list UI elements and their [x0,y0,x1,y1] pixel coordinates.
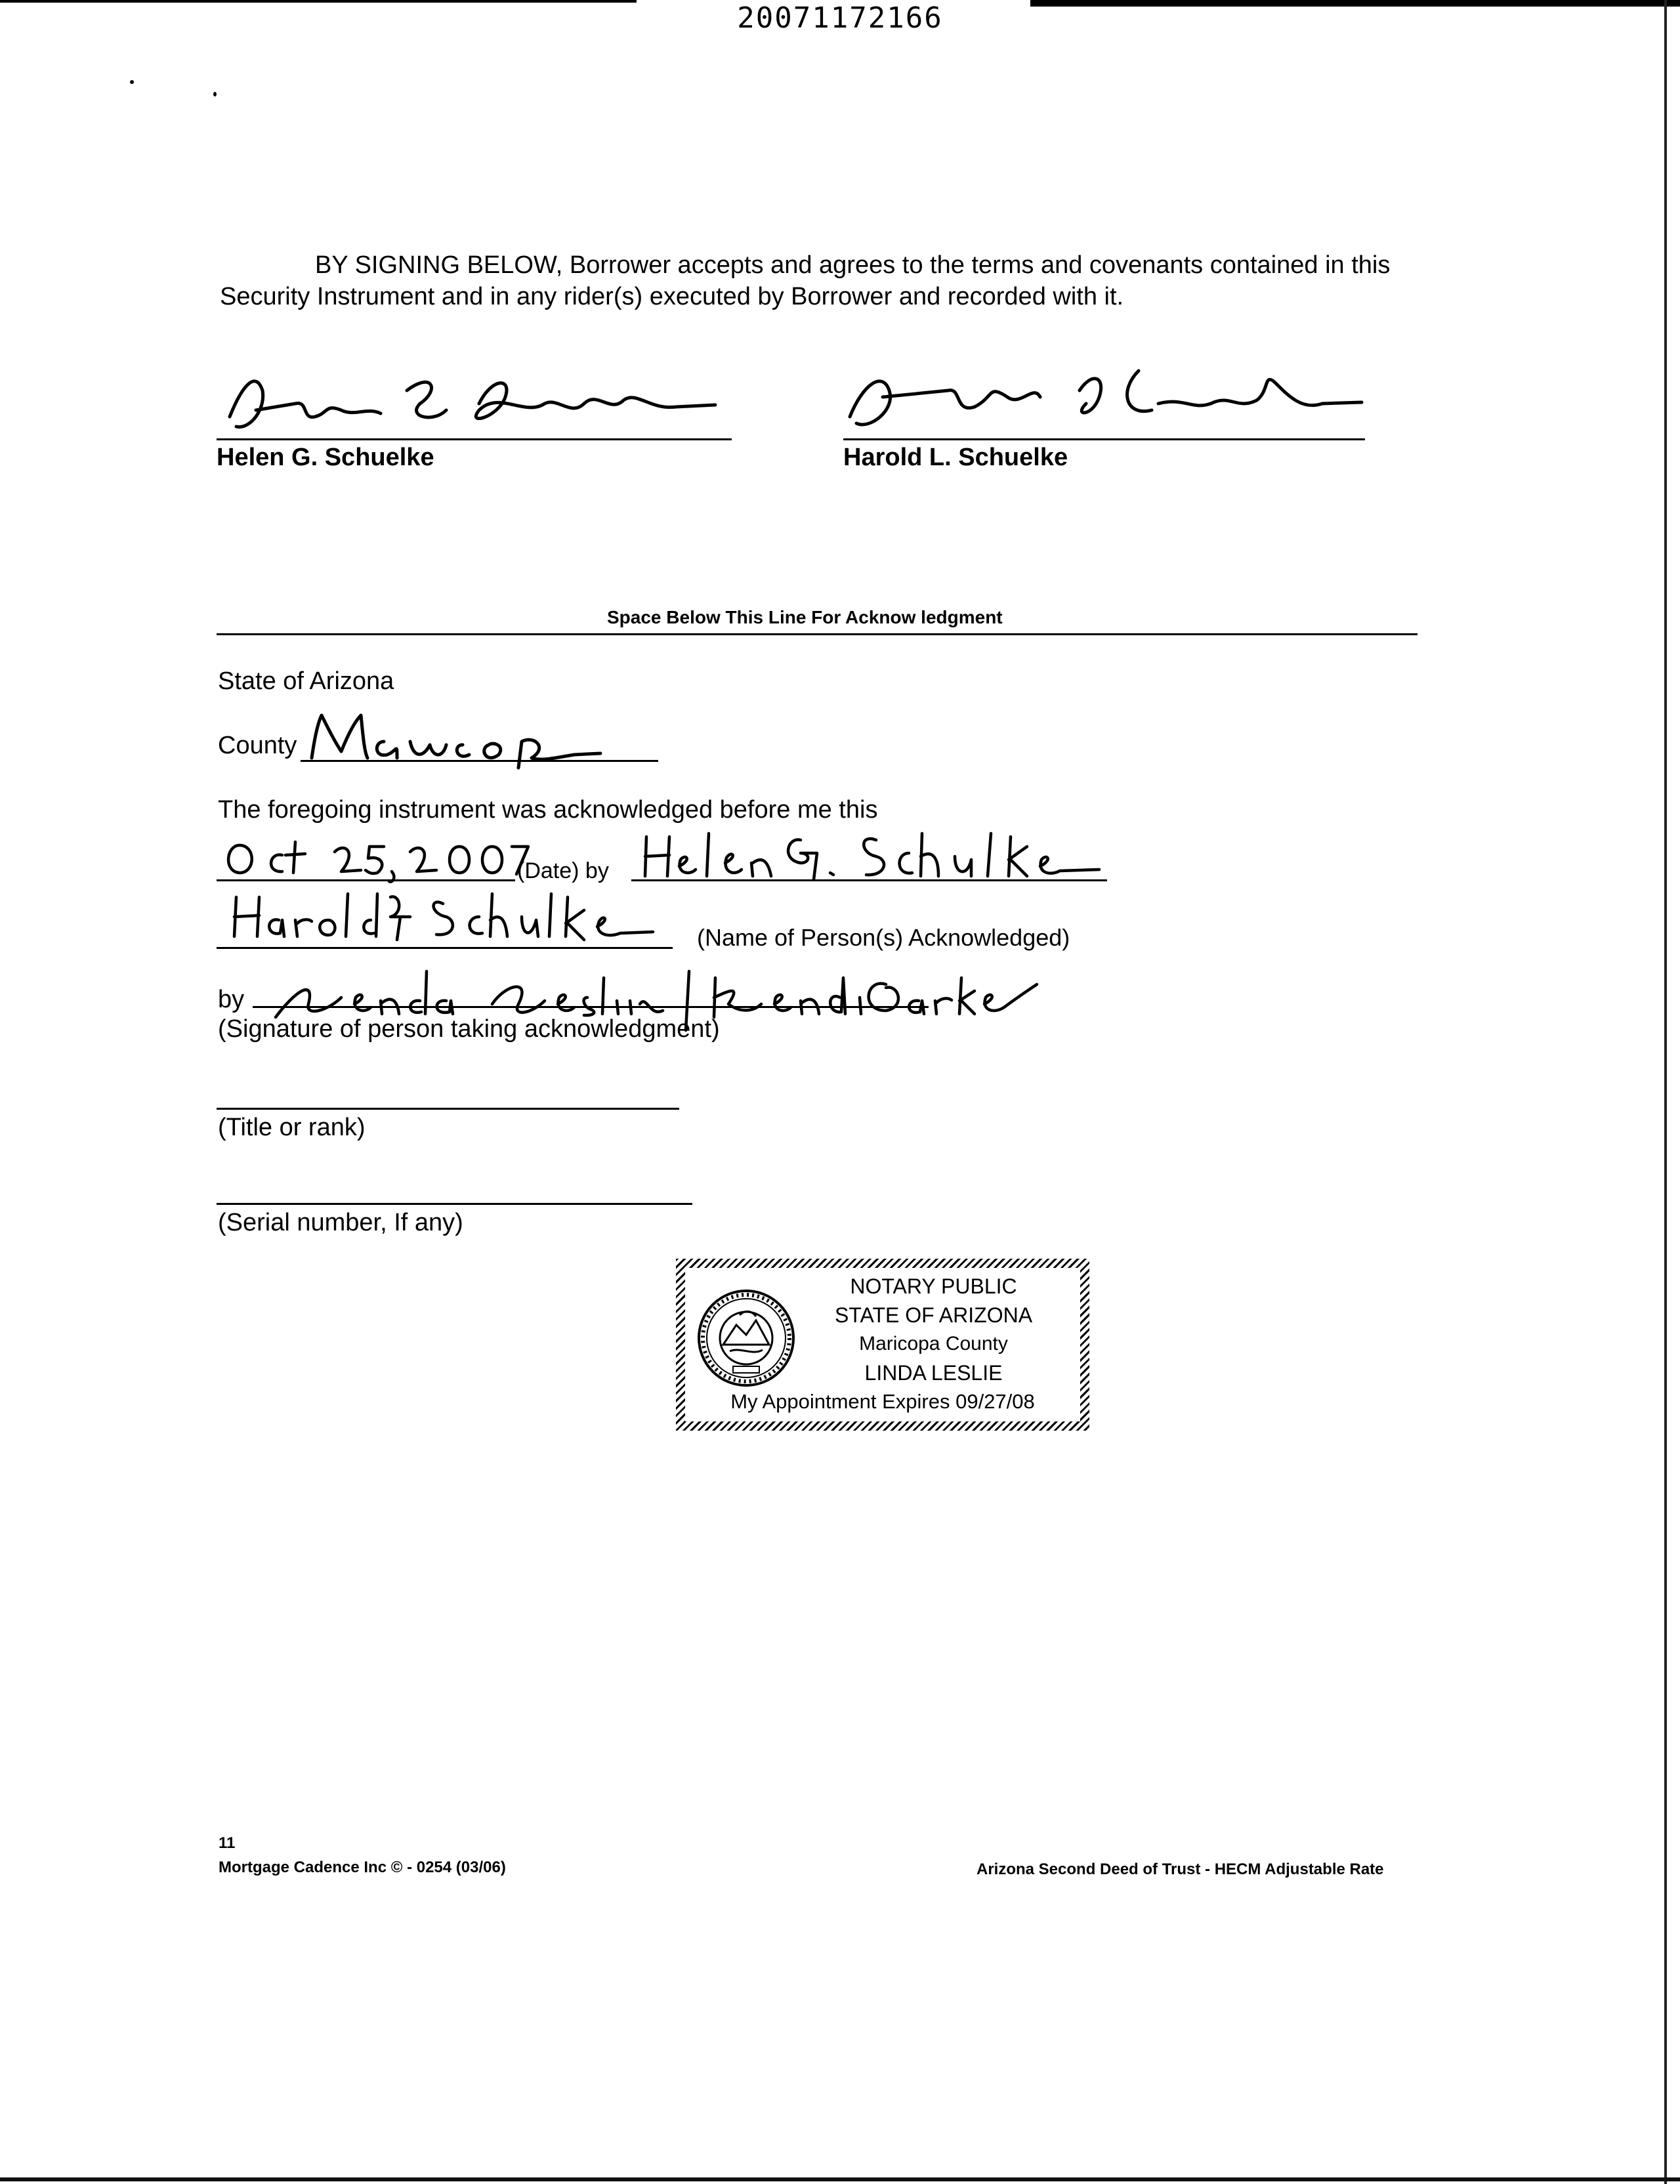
scan-edge-right [1664,0,1667,2184]
date-label: (Date) by [517,858,609,883]
serial-line [217,1203,692,1205]
footer-right-text: Arizona Second Deed of Trust - HECM Adjustable Rate [976,1860,1384,1878]
acknowledged-name-2-handwriting [220,887,679,946]
title-line [217,1108,679,1110]
notary-signature-label: (Signature of person taking acknowledgment) [218,1015,720,1043]
notary-stamp-text [730,1272,1083,1416]
borrower-1-signature-line [217,438,732,440]
harold-signature-scrawl [843,358,1368,440]
date-handwriting [220,832,528,885]
scan-speck [130,80,134,84]
footer-left-text: Mortgage Cadence Inc © - 0254 (03/06) [219,1858,506,1876]
scan-edge-bottom [0,2177,1680,2181]
signing-paragraph [220,249,1440,312]
acknowledged-name-line-1 [631,879,1107,881]
date-line [217,879,515,881]
notary-signature-line [253,1006,929,1008]
name-label: (Name of Person(s) Acknowledged) [697,924,1070,951]
borrower-2-signature-line [843,438,1365,440]
notary-stamp-line-3: Maricopa County [859,1333,1008,1354]
notary-stamp-line-5: My Appointment Expires 09/27/08 [730,1390,1035,1413]
county-handwriting [299,702,666,768]
foregoing-text: The foregoing instrument was acknowledged before me this [218,796,878,824]
borrower-1-name: Helen G. Schuelke [217,444,434,471]
state-label: State of Arizona [218,667,394,695]
acknowledgment-divider-line [217,633,1418,635]
document-number: 20071172166 [737,1,943,35]
acknowledgment-divider-label: Space Below This Line For Acknow ledgment [607,607,1003,627]
county-line [301,760,658,762]
signing-paragraph-text: BY SIGNING BELOW, Borrower accepts and agrees to the terms and covenants contained in this Security Instrument and in any rider(s) executed by Borrower and recorded with it. [220,251,1391,310]
notary-stamp-line-2: STATE OF ARIZONA [834,1303,1033,1327]
arizona-state-seal-icon [697,1289,795,1387]
footer-page-number: 11 [219,1834,236,1852]
notary-stamp-line-4: LINDA LESLIE [864,1361,1003,1385]
scan-speck [213,92,217,96]
county-label: County [218,732,297,759]
by-label: by [218,986,245,1013]
serial-label: (Serial number, If any) [218,1209,463,1236]
acknowledged-name-line-2 [217,947,673,949]
helen-signature-scrawl [217,364,728,443]
acknowledged-name-1-handwriting [633,824,1106,886]
notary-stamp [676,1259,1089,1431]
borrower-2-name: Harold L. Schuelke [843,444,1068,471]
notary-stamp-line-1: NOTARY PUBLIC [850,1274,1017,1298]
title-label: (Title or rank) [218,1114,366,1141]
